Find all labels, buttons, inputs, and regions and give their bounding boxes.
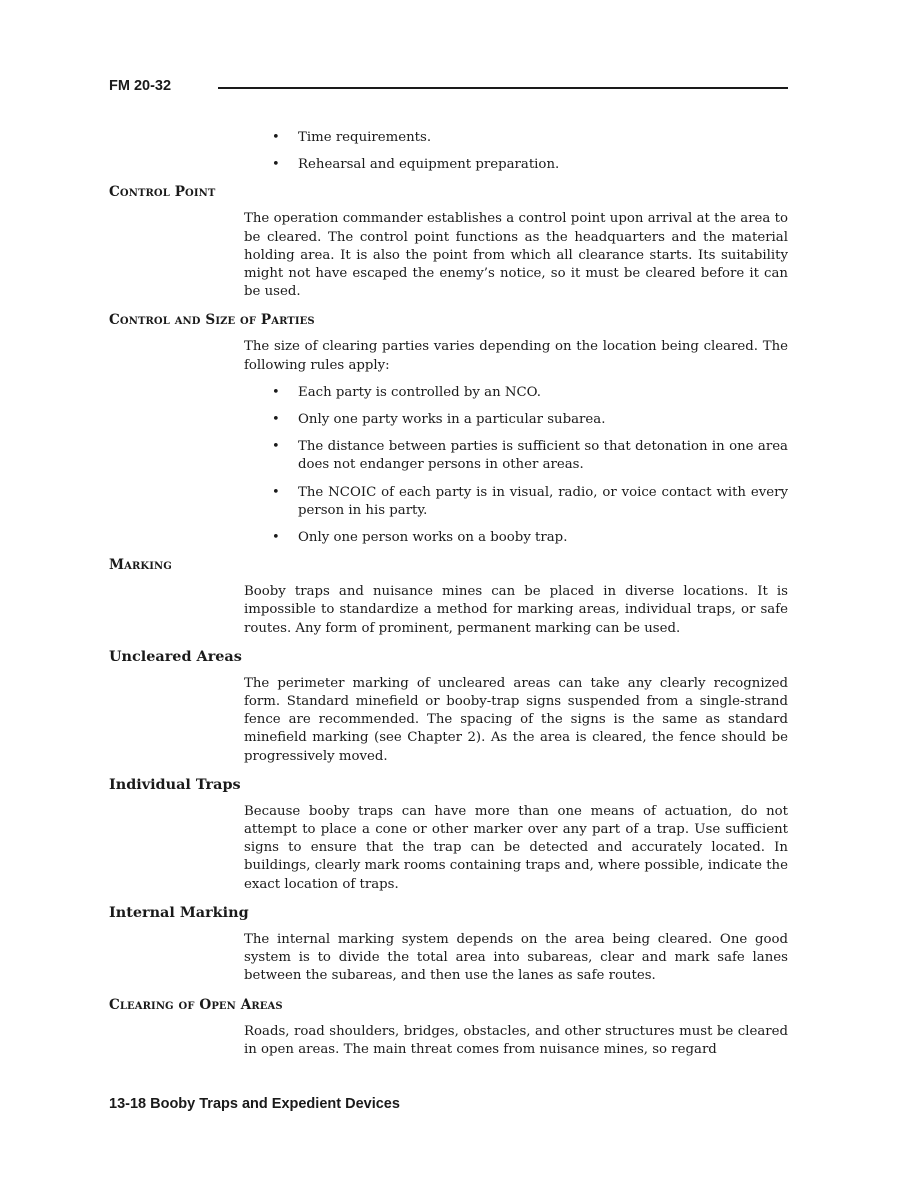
intro-bullet-list bbox=[272, 129, 788, 174]
page-header bbox=[109, 78, 789, 98]
bullet-icon: • bbox=[272, 484, 280, 500]
paragraph-control-point: The operation commander establishes a control point upon arrival at the area to be cleared. The control point functions as the headquarters and the material holding area. It is also the point from which all clearance starts. Its suitability might not have escaped the enemy’s notice, so it must be cleared before it can be used. bbox=[244, 211, 788, 300]
list-item: • Rehearsal and equipment preparation. bbox=[272, 156, 788, 174]
heading-clearing-open-areas: Clearing of Open Areas bbox=[109, 996, 283, 1013]
paragraph-internal-marking: The internal marking system depends on the area being cleared. One good system is to divide the total area into subareas, clear and mark safe lanes between the subareas, and then use the lanes as safe routes. bbox=[244, 931, 788, 984]
party-rules-list bbox=[272, 384, 788, 547]
page-footer: 13-18 Booby Traps and Expedient Devices bbox=[109, 1096, 400, 1112]
heading-control-size-parties: Control and Size of Parties bbox=[109, 312, 315, 329]
list-item: • Time requirements. bbox=[272, 129, 788, 147]
list-item: • Only one person works on a booby trap. bbox=[272, 529, 788, 547]
paragraph-uncleared-areas: The perimeter marking of uncleared areas can take any clearly recognized form. Standard minefield or booby-trap signs suspended from a single-strand fence are recommended. The spacing of the signs is the same as standard minefield marking (see Chapter 2). As the area is cleared, the fence should be progressively moved. bbox=[244, 675, 788, 764]
list-item: • Only one party works in a particular subarea. bbox=[272, 411, 788, 429]
heading-internal-marking: Internal Marking bbox=[109, 903, 249, 921]
header-rule bbox=[218, 87, 788, 89]
bullet-icon: • bbox=[272, 384, 280, 400]
heading-marking: Marking bbox=[109, 557, 172, 574]
heading-uncleared-areas: Uncleared Areas bbox=[109, 647, 242, 665]
paragraph-clearing-open-areas: Roads, road shoulders, bridges, obstacles, and other structures must be cleared in open areas. The main threat comes from nuisance mines, so regard bbox=[244, 1023, 788, 1057]
paragraph-control-size-parties: The size of clearing parties varies depending on the location being cleared. The following rules apply: bbox=[244, 339, 788, 373]
heading-control-point: Control Point bbox=[109, 184, 216, 201]
bullet-icon: • bbox=[272, 530, 280, 546]
bullet-icon: • bbox=[272, 439, 280, 455]
page-body bbox=[109, 129, 789, 1059]
bullet-icon: • bbox=[272, 157, 280, 173]
list-item: • The NCOIC of each party is in visual, radio, or voice contact with every person in his party. bbox=[272, 484, 788, 518]
bullet-icon: • bbox=[272, 130, 280, 145]
heading-individual-traps: Individual Traps bbox=[109, 775, 241, 793]
paragraph-marking: Booby traps and nuisance mines can be placed in diverse locations. It is impossible to standardize a method for marking areas, individual traps, or safe routes. Any form of prominent, permanent marking can be used. bbox=[244, 584, 788, 636]
bullet-icon: • bbox=[272, 412, 280, 428]
paragraph-individual-traps: Because booby traps can have more than one means of actuation, do not attempt to place a cone or other marker over any part of a trap. Use sufficient signs to ensure that the trap can be detected and accurately located. In buildings, clearly mark rooms containing traps and, where possible, indicate the exact location of traps. bbox=[244, 803, 788, 892]
document-id: FM 20-32 bbox=[109, 78, 172, 94]
list-item: • Each party is controlled by an NCO. bbox=[272, 384, 788, 402]
list-item: • The distance between parties is sufficient so that detonation in one area does not endanger persons in other areas. bbox=[272, 439, 788, 473]
